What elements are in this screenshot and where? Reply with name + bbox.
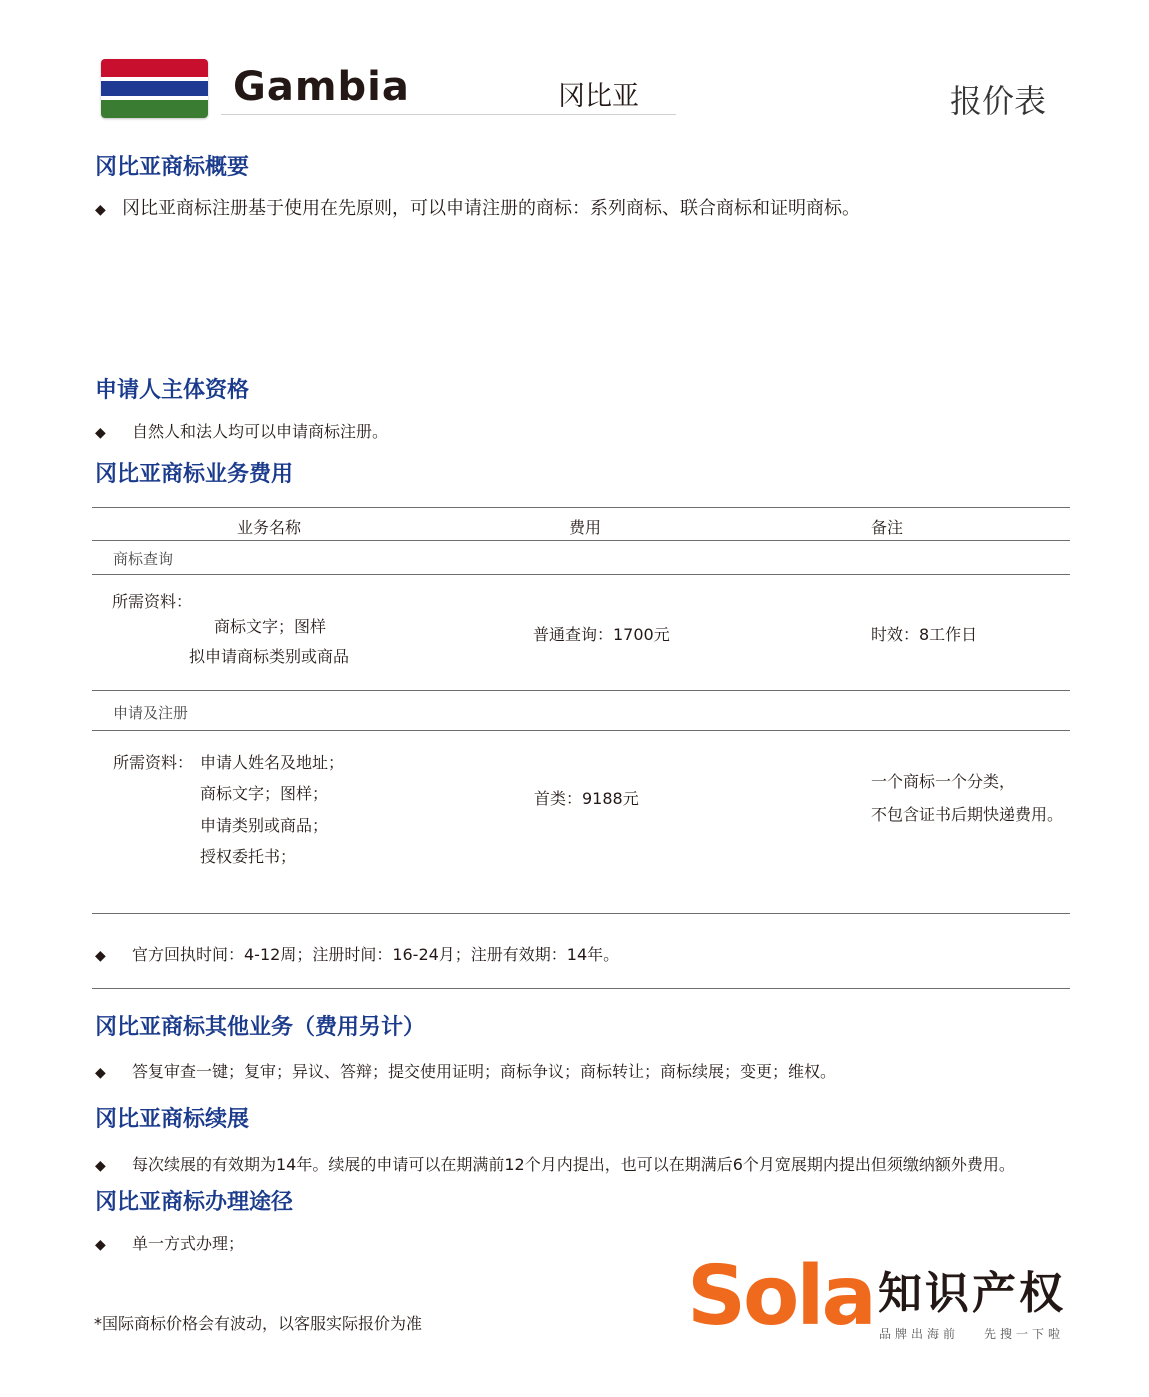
- table-bottom-rule: [92, 913, 1070, 914]
- table-rule: [92, 690, 1070, 691]
- logo-slogan: 先搜一下啦: [984, 1327, 1065, 1341]
- renewal-text: 每次续展的有效期为14年。续展的申请可以在期满前12个月内提出，也可以在期满后6个月宽展期内提出但须缴纳额外费用。: [132, 1155, 1015, 1174]
- registration-materials-label: 所需资料：: [113, 753, 194, 772]
- column-header-remark: 备注: [871, 518, 904, 537]
- eligibility-bullet: [95, 419, 388, 442]
- title-underline: [221, 114, 676, 115]
- registration-fee: 首类：9188元: [534, 789, 639, 808]
- column-header-service: 业务名称: [237, 518, 302, 537]
- registration-material-item: 申请类别或商品；: [200, 816, 329, 835]
- other-services-text: 答复审查一键；复审；异议、答辩；提交使用证明；商标争议；商标转让；商标续展；变更；维权。: [132, 1062, 837, 1081]
- bullet-diamond-icon: ◆: [95, 1237, 106, 1253]
- flag-green-band: [101, 100, 208, 118]
- registration-remark: 不包含证书后期快递费用。: [871, 805, 1064, 824]
- eligibility-heading: 申请人主体资格: [95, 378, 250, 403]
- country-name-cn: 冈比亚: [558, 81, 639, 112]
- channel-heading: 冈比亚商标办理途径: [95, 1190, 294, 1215]
- bullet-diamond-icon: ◆: [95, 202, 106, 218]
- renewal-bullet: [95, 1152, 1015, 1175]
- flag-red-band: [101, 59, 208, 77]
- logo-name: 知识产权: [878, 1268, 1066, 1319]
- renewal-heading: 冈比亚商标续展: [95, 1107, 250, 1132]
- search-remark: 时效：8工作日: [871, 625, 978, 644]
- table-rule: [92, 730, 1070, 731]
- gambia-flag: [101, 59, 208, 118]
- table-rule: [92, 574, 1070, 575]
- search-fee: 普通查询：1700元: [533, 625, 670, 644]
- other-services-bullet: [95, 1059, 836, 1082]
- search-material-item: 拟申请商标类别或商品: [189, 647, 350, 666]
- overview-heading: 冈比亚商标概要: [95, 155, 250, 180]
- bullet-diamond-icon: ◆: [95, 425, 106, 441]
- registration-material-item: 申请人姓名及地址；: [200, 753, 345, 772]
- logo-slogan: 品牌出海前: [879, 1327, 960, 1341]
- sola-logo-wordmark: Sola: [687, 1249, 874, 1344]
- flag-blue-band: [101, 81, 208, 96]
- fees-heading: 冈比亚商标业务费用: [95, 462, 294, 487]
- overview-text: 冈比亚商标注册基于使用在先原则，可以申请注册的商标：系列商标、联合商标和证明商标。: [122, 198, 860, 219]
- channel-bullet: [95, 1231, 244, 1254]
- registration-material-item: 商标文字；图样；: [200, 784, 329, 803]
- overview-bullet: [95, 194, 860, 220]
- table-header-rule: [92, 540, 1070, 541]
- column-header-fee: 费用: [569, 518, 602, 537]
- bullet-diamond-icon: ◆: [95, 1158, 106, 1174]
- registration-material-item: 授权委托书；: [200, 847, 297, 866]
- section-divider: [92, 988, 1070, 989]
- timeline-bullet: [95, 942, 619, 965]
- section-registration-label: 申请及注册: [113, 704, 189, 722]
- registration-remark: 一个商标一个分类，: [871, 772, 1016, 791]
- search-material-item: 商标文字；图样: [214, 617, 327, 636]
- eligibility-text: 自然人和法人均可以申请商标注册。: [132, 422, 389, 441]
- timeline-text: 官方回执时间：4-12周；注册时间：16-24月；注册有效期：14年。: [132, 945, 620, 964]
- search-materials-label: 所需资料：: [112, 592, 193, 611]
- table-top-rule: [92, 507, 1070, 508]
- bullet-diamond-icon: ◆: [95, 948, 106, 964]
- channel-text: 单一方式办理；: [132, 1234, 245, 1253]
- section-search-label: 商标查询: [113, 550, 174, 568]
- other-services-heading: 冈比亚商标其他业务（费用另计）: [95, 1015, 426, 1040]
- price-footnote: *国际商标价格会有波动，以客服实际报价为准: [94, 1314, 423, 1333]
- bullet-diamond-icon: ◆: [95, 1065, 106, 1081]
- document-title: 报价表: [950, 82, 1047, 120]
- country-name-en: Gambia: [233, 64, 410, 110]
